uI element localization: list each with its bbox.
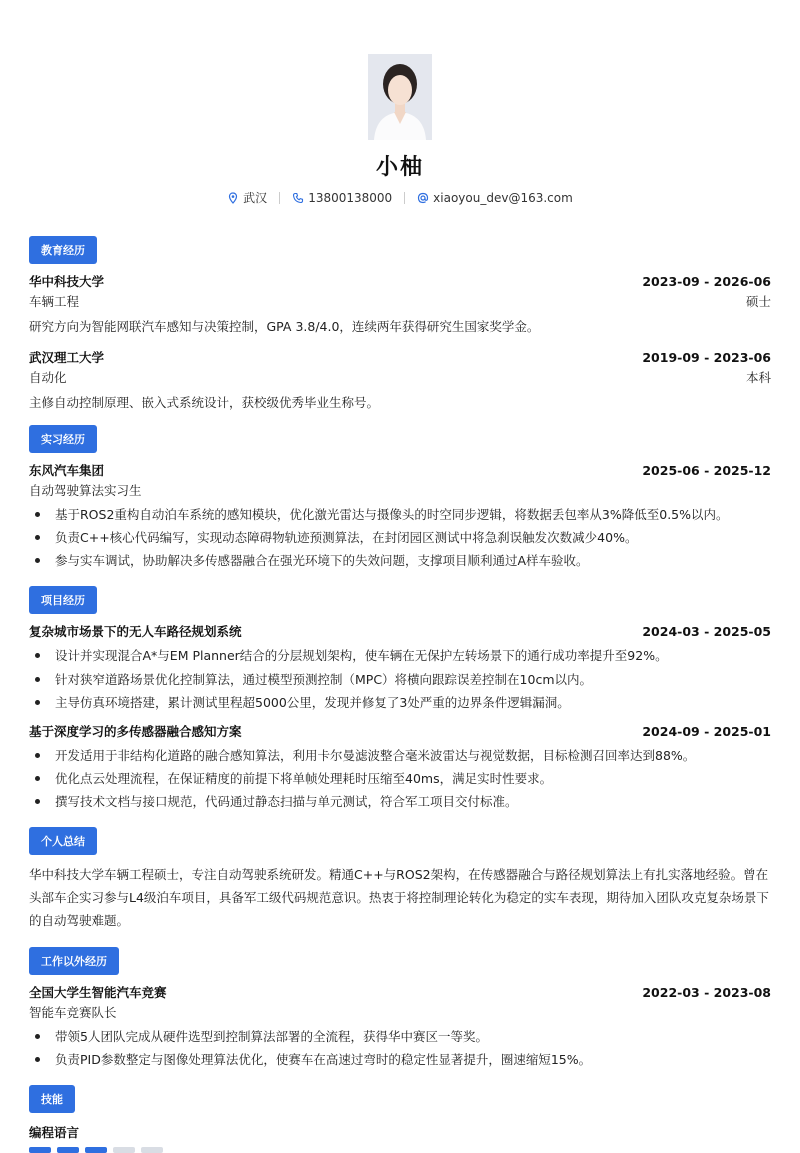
internship-entry xyxy=(29,461,771,572)
date-range: 2022-03 - 2023-08 xyxy=(642,984,771,1000)
summary-text: 华中科技大学车辆工程硕士，专注自动驾驶系统研发。精通C++与ROS2架构，在传感器融合与路径规划算法上有扎实落地经验。曾在头部车企实习参与L4级泊车项目，具备军工级代码规范意识。热衷于将控制理论转化为稳定的实车表现，期待加入团队攻克复杂场景下的自动驾驶难题。 xyxy=(29,867,769,929)
date-range: 2024-09 - 2025-01 xyxy=(642,723,771,739)
skill-level-segment xyxy=(141,1147,163,1153)
summary-section xyxy=(29,813,771,932)
section-tag-summary: 个人总结 xyxy=(29,827,97,855)
at-sign-icon xyxy=(417,192,429,204)
list-item: 负责PID参数整定与图像处理算法优化，使赛车在高速过弯时的稳定性显著提升，圈速缩短15%。 xyxy=(29,1048,771,1071)
project-name: 复杂城市场景下的无人车路径规划系统 xyxy=(29,624,242,640)
company-name: 东风汽车集团 xyxy=(29,463,105,478)
school-name: 华中科技大学 xyxy=(29,274,105,289)
list-item: 针对狭窄道路场景优化控制算法，通过模型预测控制（MPC）将横向跟踪误差控制在10cm以内。 xyxy=(29,668,771,691)
extra-role: 智能车竞赛队长 xyxy=(29,1004,117,1020)
list-item: 负责C++核心代码编写，实现动态障碍物轨迹预测算法，在封闭园区测试中将急刹误触发次数减少40%。 xyxy=(29,526,771,549)
list-item: 撰写技术文档与接口规范，代码通过静态扫描与单元测试，符合军工项目交付标准。 xyxy=(29,790,771,813)
skill-level-segment xyxy=(85,1147,107,1153)
resume-header xyxy=(29,0,771,206)
email-text[interactable]: xiaoyou_dev@163.com xyxy=(433,190,573,205)
school-name: 武汉理工大学 xyxy=(29,349,105,365)
bullet-list xyxy=(29,744,771,813)
skill-level-segment xyxy=(29,1147,51,1153)
phone-text[interactable]: 13800138000 xyxy=(308,190,393,205)
major: 自动化 xyxy=(29,369,67,385)
list-item: 主导仿真环境搭建，累计测试里程超5000公里，发现并修复了3处严重的边界条件逻辑漏洞。 xyxy=(29,691,771,714)
list-item: 基于ROS2重构自动泊车系统的感知模块，优化激光雷达与摄像头的时空同步逻辑，将数据丢包率从3%降低至0.5%以内。 xyxy=(29,503,771,526)
section-tag-education: 教育经历 xyxy=(29,236,97,264)
degree: 硕士 xyxy=(745,294,771,309)
section-tag-extra: 工作以外经历 xyxy=(29,947,119,975)
date-range: 2019-09 - 2023-06 xyxy=(642,349,771,365)
list-item: 开发适用于非结构化道路的融合感知算法，利用卡尔曼滤波整合毫米波雷达与视觉数据，目标检测召回率达到88%。 xyxy=(29,744,771,767)
bullet-list xyxy=(29,644,771,713)
phone-item xyxy=(292,191,392,205)
date-range: 2023-09 - 2026-06 xyxy=(642,274,771,289)
section-tag-projects: 项目经历 xyxy=(29,586,97,614)
contact-divider xyxy=(404,192,405,204)
location-item xyxy=(227,189,267,206)
avatar xyxy=(368,54,432,140)
projects-section xyxy=(29,572,771,813)
degree: 本科 xyxy=(745,369,771,385)
location-text: 武汉 xyxy=(243,191,268,205)
person-name: 小柚 xyxy=(375,155,424,180)
skill-level-bars xyxy=(29,1147,771,1153)
extra-entry xyxy=(29,983,771,1071)
skill-level-segment xyxy=(57,1147,79,1153)
competition-name: 全国大学生智能汽车竞赛 xyxy=(29,984,167,1000)
extra-section xyxy=(29,933,771,1071)
phone-icon xyxy=(292,192,304,204)
education-desc: 研究方向为智能网联汽车感知与决策控制，GPA 3.8/4.0，连续两年获得研究生国家奖学金。 xyxy=(29,319,540,334)
location-pin-icon xyxy=(227,192,239,204)
contact-bar xyxy=(29,189,771,206)
major: 车辆工程 xyxy=(29,294,80,309)
email-item xyxy=(417,191,573,205)
date-range: 2024-03 - 2025-05 xyxy=(642,624,771,640)
list-item: 设计并实现混合A*与EM Planner结合的分层规划架构，使车辆在无保护左转场景下的通行成功率提升至92%。 xyxy=(29,644,771,667)
project-name: 基于深度学习的多传感器融合感知方案 xyxy=(29,723,242,739)
contact-divider xyxy=(279,192,280,204)
list-item: 带领5人团队完成从硬件选型到控制算法部署的全流程，获得华中赛区一等奖。 xyxy=(29,1025,771,1048)
skills-section xyxy=(29,1071,771,1153)
bullet-list xyxy=(29,503,771,572)
list-item: 参与实车调试，协助解决多传感器融合在强光环境下的失效问题，支撑项目顺利通过A样车验收。 xyxy=(29,549,771,572)
bullet-list xyxy=(29,1025,771,1071)
date-range: 2025-06 - 2025-12 xyxy=(642,463,771,478)
project-entry xyxy=(29,722,771,813)
job-role: 自动驾驶算法实习生 xyxy=(29,483,142,498)
education-entry xyxy=(29,272,771,336)
skill-category-title: 编程语言 xyxy=(29,1124,80,1140)
section-tag-skills: 技能 xyxy=(29,1085,75,1113)
skill-level-segment xyxy=(113,1147,135,1153)
education-entry xyxy=(29,348,771,412)
education-section xyxy=(29,222,771,411)
section-tag-internship: 实习经历 xyxy=(29,425,97,453)
education-desc: 主修自动控制原理、嵌入式系统设计，获校级优秀毕业生称号。 xyxy=(29,394,380,410)
internship-section xyxy=(29,411,771,572)
list-item: 优化点云处理流程，在保证精度的前提下将单帧处理耗时压缩至40ms，满足实时性要求。 xyxy=(29,767,771,790)
project-entry xyxy=(29,622,771,713)
